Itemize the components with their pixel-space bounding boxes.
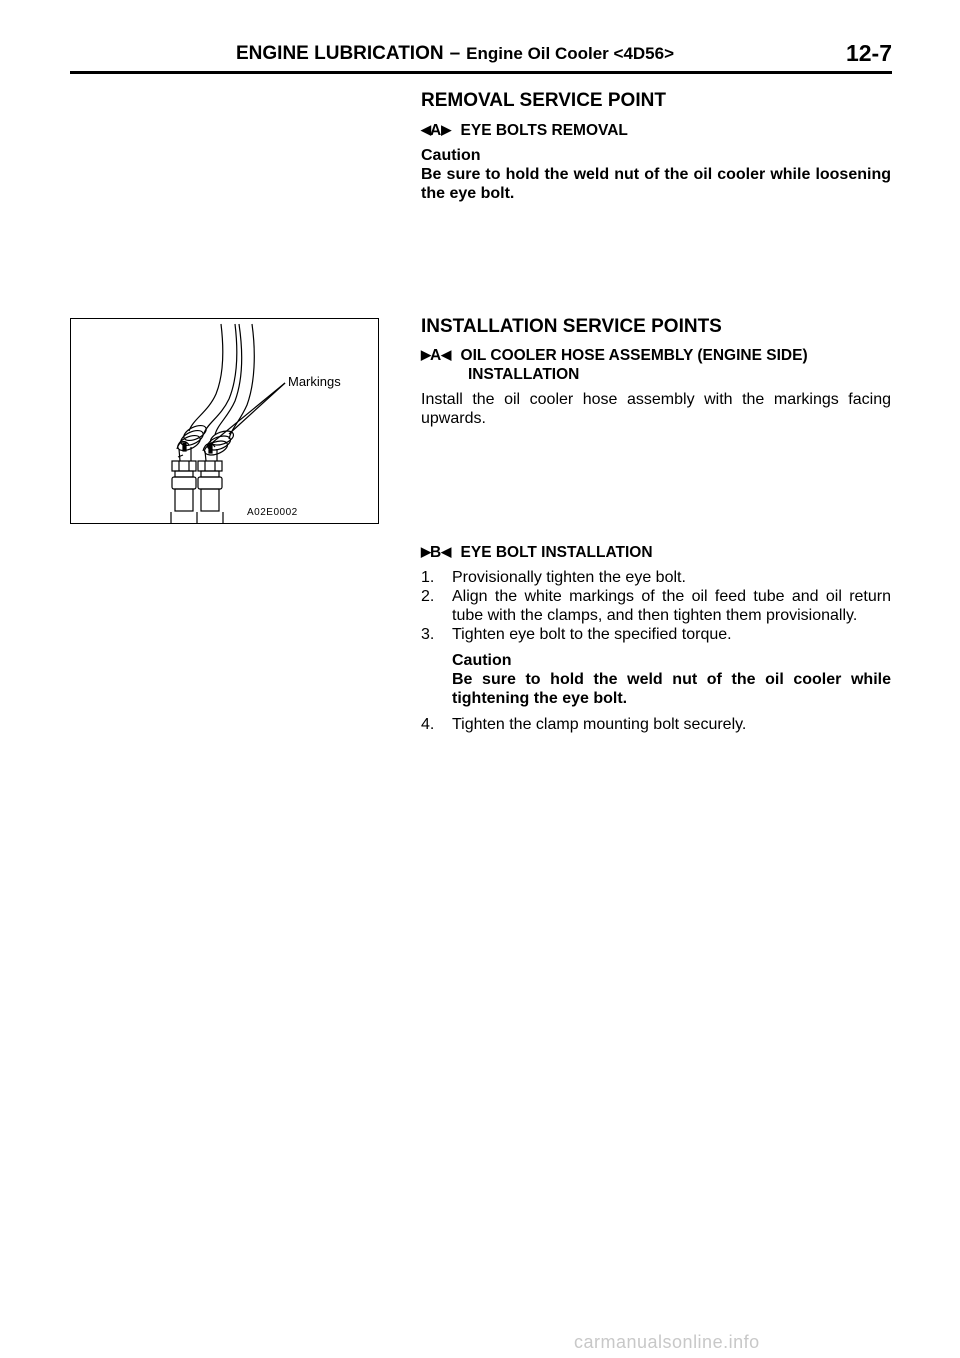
figure-code: A02E0002	[247, 507, 298, 518]
step-3-caution	[421, 651, 891, 708]
header-title-dash: –	[449, 43, 461, 64]
item-title: EYE BOLT INSTALLATION	[460, 544, 653, 561]
caution-text: Be sure to hold the weld nut of the oil cooler while tightening the eye bolt.	[452, 671, 891, 707]
step-text: Align the white markings of the oil feed tube and oil return tube with the clamps, and then tighten them provisionally.	[452, 588, 891, 624]
step-text: Tighten eye bolt to the specified torque.	[452, 626, 732, 643]
removal-item-a-title	[421, 120, 891, 140]
caution-label: Caution	[452, 652, 512, 669]
page-header	[70, 40, 892, 72]
header-title-main: ENGINE LUBRICATION	[236, 43, 444, 64]
step-3	[421, 625, 891, 644]
removal-section	[421, 90, 891, 203]
installation-section	[421, 316, 891, 428]
eye-bolt-installation-section	[421, 542, 891, 734]
installation-item-b-title	[421, 542, 891, 562]
item-title: EYE BOLTS REMOVAL	[460, 122, 628, 139]
installation-heading: INSTALLATION SERVICE POINTS	[421, 316, 722, 337]
item-letter: B	[430, 544, 442, 561]
header-rule	[70, 71, 892, 74]
installation-item-a-title	[421, 345, 891, 384]
steps-list	[421, 568, 891, 734]
item-title-line2: INSTALLATION	[468, 366, 580, 383]
triangle-right-icon: ▶	[441, 122, 451, 137]
item-title-line1: OIL COOLER HOSE ASSEMBLY (ENGINE SIDE)	[460, 347, 808, 364]
step-number: 2.	[421, 588, 435, 605]
step-number: 3.	[421, 626, 435, 643]
step-number: 1.	[421, 569, 435, 586]
hose-assembly-illustration	[71, 319, 378, 523]
step-text: Provisionally tighten the eye bolt.	[452, 569, 686, 586]
removal-heading: REMOVAL SERVICE POINT	[421, 90, 666, 111]
page-number: 12-7	[845, 40, 892, 66]
header-title	[236, 43, 674, 65]
hose-assembly-figure	[70, 318, 379, 524]
item-letter: A	[430, 347, 442, 364]
triangle-left-icon: ◀	[421, 122, 430, 137]
step-text: Tighten the clamp mounting bolt securely.	[452, 716, 747, 733]
caution-label: Caution	[421, 147, 481, 164]
step-number: 4.	[421, 716, 435, 733]
step-4	[421, 715, 891, 734]
triangle-right-icon: ▶	[421, 544, 430, 559]
caution-text: Be sure to hold the weld nut of the oil cooler while loosening the eye bolt.	[421, 166, 891, 202]
step-2	[421, 587, 891, 625]
installation-item-a-text: Install the oil cooler hose assembly with the markings facing upwards.	[421, 391, 891, 427]
item-letter: A	[430, 122, 442, 139]
footer-watermark: carmanualsonline.info	[574, 1332, 760, 1352]
triangle-left-icon: ◀	[441, 544, 451, 559]
triangle-right-icon: ▶	[421, 347, 430, 362]
triangle-left-icon: ◀	[441, 347, 451, 362]
step-1	[421, 568, 891, 587]
figure-label-markings: Markings	[288, 374, 341, 389]
header-title-sub: Engine Oil Cooler <4D56>	[466, 44, 675, 63]
